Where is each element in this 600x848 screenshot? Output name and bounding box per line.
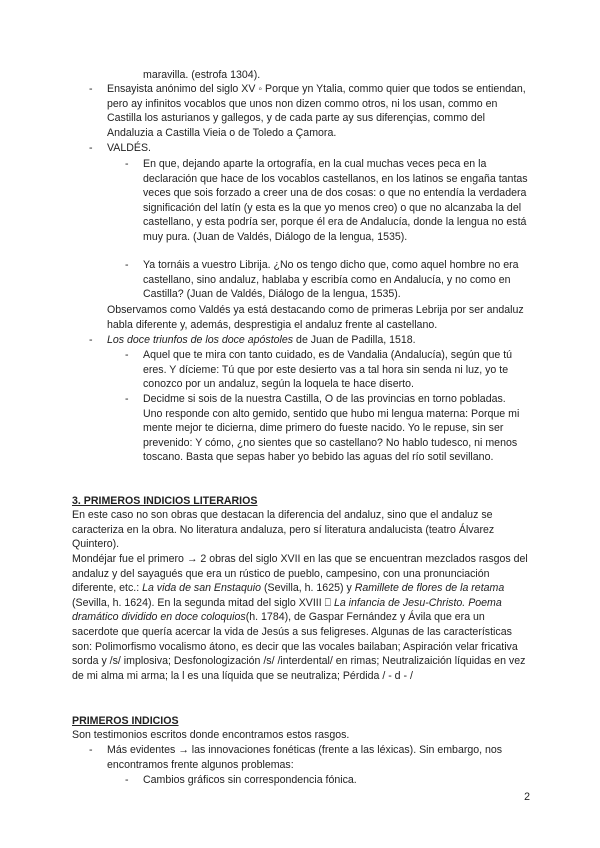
work3-rest: (h. 1784), de Gaspar Fernández y Ávila que era un sacerdote que quería acercar la vida de Jesús a sus feligreses. Algunas de las características son: Polimorfismo vocalismo átono, es decir que las vocales bailaban; Aspiración velar fricativa sorda y /s/ implosiva; Desfonologización /s/ /interdental/ en rimas; Neutralizaición líquidas en vez de mi alma mi arma; la l es una líquida que se neutraliza; Pérdida / - d - / — [72, 611, 526, 682]
primeros-item-1 — [89, 743, 528, 772]
doce-triunfos-quote-2-text: Decidme si sois de la nuestra Castilla, O de las provincias en torno pobladas. Uno responde con alto gemido, sentido que hubo mi lengua materna: Porque mi mente mejor te dicierna, dime primero do fueste nacido. Yo le repuse, sin ser prevenido: Y cómo, ¿no sientes que so castellano? No hablo tudesco, ni menos toscano. Basta que sepas haber yo bebido las aguas del río sotil sevillano. — [143, 393, 520, 464]
work-title-infancia: La infancia de Jesu-Christo. Poema dramático dividido en doce coloquios — [72, 596, 502, 624]
list-bullet: - — [89, 334, 93, 346]
list-bullet: - — [89, 142, 93, 154]
work1-rest: (Sevilla, h. 1625) y — [261, 582, 355, 595]
mondejar-text: Mondéjar fue el primero → 2 obras del siglo XVII en las que se encuentran mezclados rasgos del andaluz y del sayagués que era un rústico de pueblo, campesino, con una pronunciación diferente, etc.: — [72, 553, 528, 595]
valdes-quote-2 — [125, 258, 528, 302]
ensayista-text: Ensayista anónimo del siglo XV ◦ Porque yn Ytalia, commo quier que todos se entiendan, pero ay infinitos vocablos que unos non dizen commo otros, ni los usan, commo en Castilla los asturianos y gallegos, y de cada parte ay sus diferençias, commo del Andaluzia a Castilla Vieia o de Toledo a Çamora. — [107, 83, 526, 139]
doce-triunfos-quote-2 — [125, 392, 528, 465]
list-bullet: - — [125, 774, 129, 786]
primeros-indicios-heading: PRIMEROS INDICIOS — [72, 715, 179, 727]
page-number: 2 — [524, 791, 530, 803]
work-title-enstaquio: La vida de san Enstaquio — [142, 582, 262, 595]
work2-rest: (Sevilla, h. 1624). En la segunda mitad del siglo XVIII ⎕ — [72, 596, 334, 609]
list-bullet: - — [89, 83, 93, 95]
list-item-valdes — [89, 141, 528, 156]
section-3-heading: 3. PRIMEROS INDICIOS LITERARIOS — [72, 495, 258, 507]
list-bullet: - — [125, 259, 129, 271]
valdes-quote-1-text: En que, dejando aparte la ortografía, en la cual muchas veces peca en la declaración que hace de los vocablos castellanos, en los latinos se engaña tantas veces que sois forzado a creer una de dos cosas: o que no entendía la verdadera significación del latín (y esta es la que yo menos creo) o que no alcanzaba la del castellano, y esta podría ser, porque él era de Andalucía, donde la lengua no está muy pura. (Juan de Valdés, Diálogo de la lengua, 1535). — [143, 158, 528, 243]
primeros-sub-1-text: Cambios gráficos sin correspondencia fónica. — [143, 774, 357, 786]
list-bullet: - — [125, 349, 129, 361]
list-item-doce-triunfos — [89, 333, 528, 348]
primeros-item-1-text: Más evidentes → las innovaciones fonéticas (frente a las léxicas). Sin embargo, nos encontramos frente algunos problemas: — [107, 744, 503, 771]
list-bullet: - — [125, 158, 129, 170]
valdes-quote-2-text: Ya tornáis a vuestro Librija. ¿No os tengo dicho que, como aquel hombre no era castellano, sino andaluz, hablaba y escribía como en Andalucía, y no como en Castilla? (Juan de Valdés, Diálogo de la lengua, 1535). — [143, 259, 519, 301]
doce-triunfos-rest: de Juan de Padilla, 1518. — [293, 334, 416, 346]
list-bullet: - — [125, 393, 129, 405]
work-title-ramillete: Ramillete de flores de la retama — [354, 582, 505, 595]
primeros-sub-1 — [125, 773, 528, 788]
list-bullet: - — [89, 744, 93, 756]
section-3-intro: En este caso no son obras que destacan la diferencia del andaluz, sino que el andaluz se caracteriza en la obra. No literatura andaluza, pero sí literatura andalucista (teatro Álvarez Quintero). — [72, 509, 495, 551]
continuation-line: maravilla. (estrofa 1304). — [143, 69, 261, 81]
doce-triunfos-quote-1 — [125, 348, 528, 392]
section-3-paragraph — [72, 552, 528, 683]
valdes-label: VALDÉS. — [107, 142, 151, 154]
valdes-observation: Observamos como Valdés ya está destacando como de primeras Lebrija por ser andaluz habla diferente y, además, desprestigia el andaluz frente al castellano. — [107, 304, 524, 331]
valdes-quote-1 — [125, 157, 528, 245]
primeros-indicios-intro: Son testimonios escritos donde encontramos estos rasgos. — [72, 729, 350, 741]
doce-triunfos-quote-1-text: Aquel que te mira con tanto cuidado, es de Vandalia (Andalucía), según que tú eres. Y dícieme: Tú que por este desierto vas a tal hora sin senda ni luz, yo te conozco por un andaluz, según la loquela te hace diserto. — [143, 349, 513, 391]
list-item-ensayista — [89, 82, 528, 140]
doce-triunfos-title: Los doce triunfos de los doce apóstoles — [107, 334, 294, 346]
